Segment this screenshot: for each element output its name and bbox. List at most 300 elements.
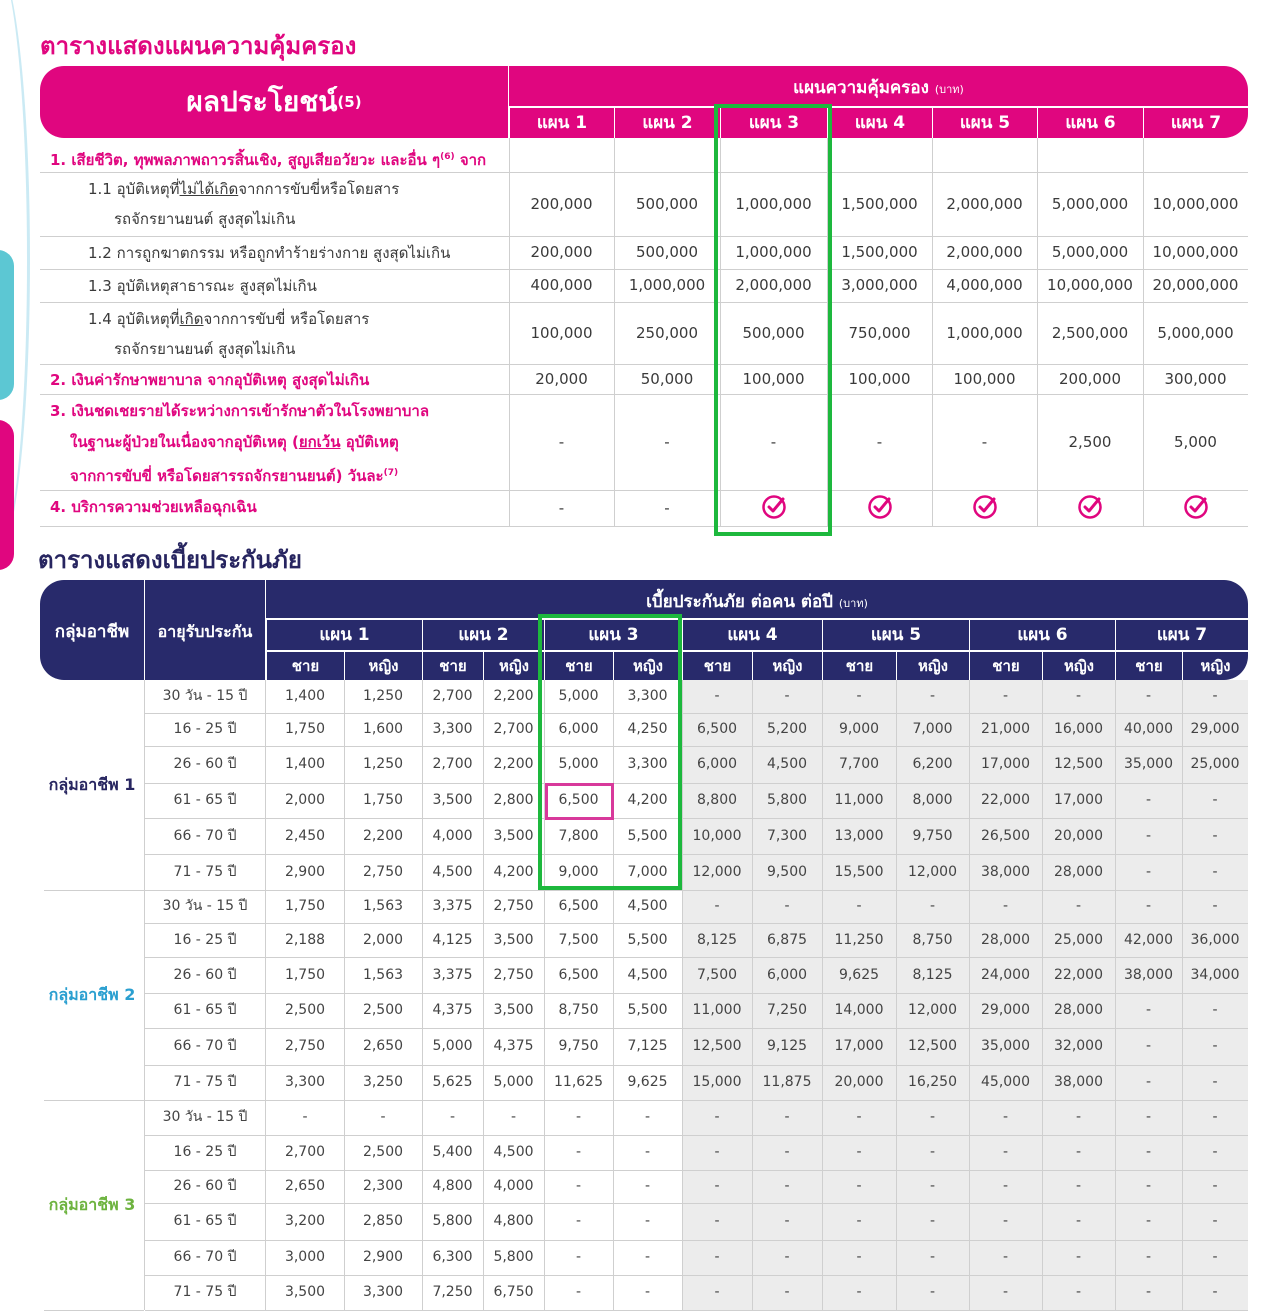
premium-cell: 6,000 <box>558 721 599 737</box>
premium-cell: - <box>644 1109 651 1125</box>
premium-cell: 9,125 <box>766 1038 808 1054</box>
benefit-row-1-tail: จาก <box>459 151 487 169</box>
premium-cell: 1,600 <box>362 721 404 737</box>
r3-plan-4-value: - <box>876 433 883 451</box>
r11-plan-2-value: 500,000 <box>635 195 699 213</box>
premium-cell: - <box>1212 1074 1218 1090</box>
age-range-label: 30 วัน - 15 ปี <box>162 1109 248 1125</box>
premium-cell: 2,200 <box>493 756 534 772</box>
plan-column-header-2: แผน 2 <box>615 108 720 138</box>
column-divider <box>822 680 823 1310</box>
premium-cell: - <box>1002 1144 1009 1160</box>
r4-plan-1-value: - <box>558 499 565 517</box>
premium-cell: 38,000 <box>1124 967 1173 983</box>
r3-plan-1-value: - <box>558 433 565 451</box>
premium-cell: - <box>1075 1213 1082 1229</box>
premium-cell: 2,700 <box>493 721 534 737</box>
premium-cell: - <box>1212 1002 1218 1018</box>
benefit-row-4: 4. บริการความช่วยเหลือฉุกเฉิน <box>50 498 257 516</box>
premium-cell: 28,000 <box>1054 1002 1103 1018</box>
premium-cell: - <box>575 1213 582 1229</box>
r14-plan-6-value: 2,500,000 <box>1051 324 1129 342</box>
benefit-row-1-sup: (6) <box>440 152 455 162</box>
premium-cell: 2,900 <box>362 1249 404 1265</box>
occupation-group-1-label: กลุ่มอาชีพ 1 <box>48 775 136 794</box>
premium-cell: 2,750 <box>362 864 404 880</box>
premium-cell: - <box>1002 688 1009 704</box>
benefit-row-2: 2. เงินค่ารักษาพยาบาล จากอุบัติเหตุ สูงสุดไม่เกิน <box>50 371 370 389</box>
benefit-row-1-1-line2: รถจักรยานยนต์ สูงสุดไม่เกิน <box>114 210 296 228</box>
premium-cell: - <box>856 1144 862 1160</box>
premium-cell: - <box>929 1109 936 1125</box>
premium-cell: - <box>644 1249 651 1265</box>
premium-cell: - <box>1212 1213 1218 1229</box>
r3-text-b: ยกเว้น <box>298 433 341 451</box>
premium-cell: 3,500 <box>284 1284 326 1300</box>
premium-cell: 3,300 <box>627 756 668 772</box>
premium-cell: - <box>1145 1213 1152 1229</box>
r11-plan-3-value: 1,000,000 <box>735 195 812 213</box>
premium-cell: 12,000 <box>692 864 742 880</box>
premium-cell: - <box>1212 828 1218 844</box>
premium-cell: 2,800 <box>493 792 534 808</box>
r11-text-b: ไม่ได้เกิด <box>179 180 239 198</box>
premium-cell: 6,875 <box>766 932 808 948</box>
plan-column-header-4: แผน 4 <box>828 108 932 138</box>
benefit-header <box>40 66 508 138</box>
premium-cell: - <box>714 1284 720 1300</box>
premium-cell: 11,625 <box>554 1074 603 1090</box>
column-divider <box>1182 680 1183 1310</box>
benefit-row-1 <box>50 142 486 176</box>
plan-3-highlight-box <box>714 104 832 536</box>
premium-cell: - <box>449 1109 456 1125</box>
age-range-label: 26 - 60 ปี <box>173 756 237 772</box>
age-range-label: 16 - 25 ปี <box>173 721 237 737</box>
checkmark-icon <box>1037 494 1143 526</box>
plan-column-header-1: แผน 1 <box>510 108 614 138</box>
column-divider <box>896 680 897 1310</box>
premium-cell: 11,250 <box>834 932 884 948</box>
premium-cell: 8,800 <box>696 792 738 808</box>
r13-plan-5-value: 4,000,000 <box>946 276 1023 294</box>
premium-cell: 1,750 <box>284 721 326 737</box>
r11-text-c: จากการขับขี่หรือโดยสาร <box>238 180 400 198</box>
premium-cell: 5,500 <box>627 828 668 844</box>
benefit-row-3-line1: 3. เงินชดเชยรายได้ระหว่างการเข้ารักษาตัวในโรงพยาบาล <box>50 402 430 420</box>
premium-cell: - <box>856 688 862 704</box>
age-range-label: 61 - 65 ปี <box>173 792 237 808</box>
premium-cell: 4,500 <box>766 756 808 772</box>
premium-cell: 3,500 <box>493 932 534 948</box>
premium-cell: 13,000 <box>834 828 884 844</box>
age-range-label: 66 - 70 ปี <box>173 1038 237 1054</box>
benefit-row-1-1 <box>88 174 399 205</box>
premium-cell: - <box>856 1213 862 1229</box>
premium-cell: - <box>1145 898 1152 914</box>
premium-cell: 28,000 <box>1054 864 1103 880</box>
female-column-header: หญิง <box>897 652 969 680</box>
female-column-header: หญิง <box>753 652 822 680</box>
r14-plan-2-value: 250,000 <box>635 324 699 342</box>
premium-cell: 2,200 <box>362 828 404 844</box>
premium-cell: 7,250 <box>766 1002 808 1018</box>
plan-column-header-6: แผน 6 <box>1038 108 1143 138</box>
premium-plan-header-2: แผน 2 <box>423 620 544 650</box>
premium-cell: - <box>784 1109 790 1125</box>
premium-cell: 7,250 <box>432 1284 473 1300</box>
premium-cell: - <box>784 1144 790 1160</box>
occupation-group-3-label: กลุ่มอาชีพ 3 <box>48 1195 136 1214</box>
premium-cell: 2,000 <box>284 792 326 808</box>
coverage-table <box>40 66 1248 528</box>
premium-cell: 7,000 <box>912 721 953 737</box>
premium-cell: - <box>1075 1178 1082 1194</box>
age-range-label: 61 - 65 ปี <box>173 1213 237 1229</box>
r3-plan-3-value: - <box>770 433 777 451</box>
r14-plan-4-value: 750,000 <box>848 324 911 342</box>
premium-table <box>40 580 1248 1310</box>
premium-cell: 5,400 <box>432 1144 473 1160</box>
premium-cell: 3,200 <box>284 1213 326 1229</box>
premium-cell: - <box>380 1109 386 1125</box>
premium-cell: - <box>929 1178 936 1194</box>
premium-cell: - <box>644 1144 651 1160</box>
r14-text-b: เกิด <box>179 310 204 328</box>
premium-cell: 25,000 <box>1054 932 1103 948</box>
premium-cell: 12,500 <box>908 1038 957 1054</box>
benefit-row-1-4 <box>88 304 369 335</box>
premium-cell: - <box>1145 1249 1152 1265</box>
premium-cell: 4,000 <box>493 1178 534 1194</box>
premium-cell: - <box>714 688 720 704</box>
premium-cell: 5,000 <box>432 1038 473 1054</box>
premium-cell: - <box>1212 688 1218 704</box>
premium-cell: - <box>714 1144 720 1160</box>
r11-plan-6-value: 5,000,000 <box>1051 195 1129 213</box>
premium-cell: 3,500 <box>432 792 473 808</box>
premium-cell: 36,000 <box>1190 932 1240 948</box>
male-column-header: ชาย <box>545 652 613 680</box>
premium-cell: - <box>1145 688 1152 704</box>
checkmark-icon <box>1143 494 1248 526</box>
premium-cell: 6,200 <box>912 756 953 772</box>
premium-cell: 7,125 <box>627 1038 668 1054</box>
male-column-header: ชาย <box>683 652 752 680</box>
premium-cell: 5,000 <box>558 688 599 704</box>
r12-plan-3-value: 1,000,000 <box>735 243 812 261</box>
premium-cell: 4,500 <box>627 967 668 983</box>
premium-cell: 9,500 <box>766 864 808 880</box>
r3-plan-5-value: - <box>981 433 988 451</box>
age-range-label: 71 - 75 ปี <box>173 1284 237 1300</box>
checkmark-icon <box>827 494 932 526</box>
premium-cell: 7,500 <box>558 932 599 948</box>
premium-cell: - <box>1212 1249 1218 1265</box>
decorative-tab-pink <box>0 420 14 570</box>
premium-cell: 38,000 <box>981 864 1030 880</box>
occupation-group-2-label: กลุ่มอาชีพ 2 <box>48 985 136 1004</box>
premium-cell: - <box>1145 1178 1152 1194</box>
r14-text-c: จากการขับขี่ หรือโดยสาร <box>203 310 370 328</box>
premium-cell: - <box>856 1249 862 1265</box>
premium-cell: 2,850 <box>362 1213 404 1229</box>
r2-plan-2-value: 50,000 <box>640 370 694 388</box>
female-column-header: หญิง <box>1043 652 1115 680</box>
premium-cell: 1,400 <box>284 688 326 704</box>
r3-text-c: อุบัติเหตุ <box>340 433 399 451</box>
premium-table-title: ตารางแสดงเบี้ยประกันภัย <box>38 546 302 574</box>
premium-cell: 8,750 <box>558 1002 599 1018</box>
premium-cell: - <box>1075 898 1082 914</box>
r13-plan-7-value: 20,000,000 <box>1152 276 1239 294</box>
premium-cell: 9,000 <box>558 864 599 880</box>
age-range-label: 26 - 60 ปี <box>173 967 237 983</box>
r12-plan-7-value: 10,000,000 <box>1152 243 1239 261</box>
premium-cell: 2,500 <box>362 1144 404 1160</box>
premium-cell: - <box>1212 1038 1218 1054</box>
premium-cell: - <box>1002 1249 1009 1265</box>
premium-cell: 35,000 <box>981 1038 1030 1054</box>
premium-cell: 1,400 <box>284 756 326 772</box>
male-column-header: ชาย <box>267 652 344 680</box>
premium-cell: 21,000 <box>981 721 1030 737</box>
benefit-header-label: ผลประโยชน์ <box>186 85 338 118</box>
r11-plan-4-value: 1,500,000 <box>841 195 918 213</box>
age-range-label: 16 - 25 ปี <box>173 1144 237 1160</box>
premium-cell: - <box>929 1284 936 1300</box>
premium-cell: - <box>856 1284 862 1300</box>
premium-cell: - <box>1212 1109 1218 1125</box>
premium-cell: 17,000 <box>834 1038 884 1054</box>
r2-plan-6-value: 200,000 <box>1058 370 1122 388</box>
plan-column-header-5: แผน 5 <box>933 108 1037 138</box>
r14-plan-3-value: 500,000 <box>742 324 805 342</box>
premium-cell: 6,000 <box>696 756 738 772</box>
premium-cell: 8,750 <box>912 932 953 948</box>
premium-cell: 2,750 <box>284 1038 326 1054</box>
premium-cell: 6,500 <box>558 898 599 914</box>
premium-header <box>266 580 1248 618</box>
premium-cell: 6,500 <box>558 792 599 808</box>
premium-cell: 4,800 <box>432 1178 473 1194</box>
coverage-plan-header <box>509 66 1248 106</box>
premium-cell: - <box>929 1144 936 1160</box>
premium-cell: 3,375 <box>432 898 473 914</box>
premium-cell: 11,875 <box>762 1074 812 1090</box>
premium-cell: 2,700 <box>432 756 473 772</box>
column-divider <box>144 680 145 1310</box>
premium-cell: 14,000 <box>834 1002 884 1018</box>
benefit-header-sup: (5) <box>337 93 362 111</box>
r12-plan-6-value: 5,000,000 <box>1051 243 1129 261</box>
selected-premium-highlight <box>545 783 614 820</box>
premium-cell: 1,563 <box>362 898 404 914</box>
premium-cell: 6,300 <box>432 1249 473 1265</box>
premium-cell: - <box>1002 1178 1009 1194</box>
premium-cell: 25,000 <box>1190 756 1240 772</box>
premium-cell: - <box>929 1249 936 1265</box>
column-divider <box>344 680 345 1310</box>
premium-cell: - <box>1075 1144 1082 1160</box>
premium-cell: 10,000 <box>692 828 742 844</box>
premium-cell: - <box>856 898 862 914</box>
r3-plan-2-value: - <box>664 433 670 451</box>
premium-cell: - <box>784 898 790 914</box>
premium-cell: 4,800 <box>493 1213 534 1229</box>
occupation-group-header: กลุ่มอาชีพ <box>40 580 144 680</box>
coverage-plan-header-label: แผนความคุ้มครอง <box>793 78 929 98</box>
premium-cell: 1,750 <box>284 967 326 983</box>
premium-cell: 12,500 <box>1054 756 1103 772</box>
r14-plan-7-value: 5,000,000 <box>1157 324 1234 342</box>
premium-cell: 29,000 <box>981 1002 1030 1018</box>
premium-cell: 2,750 <box>493 967 534 983</box>
benefit-row-1-3: 1.3 อุบัติเหตุสาธารณะ สูงสุดไม่เกิน <box>88 277 317 295</box>
premium-cell: 20,000 <box>834 1074 884 1090</box>
premium-cell: 12,500 <box>692 1038 742 1054</box>
premium-cell: - <box>856 1178 862 1194</box>
plan-column-header-7: แผน 7 <box>1144 108 1248 138</box>
premium-cell: - <box>575 1109 582 1125</box>
premium-cell: - <box>929 1213 936 1229</box>
premium-cell: 11,000 <box>834 792 884 808</box>
premium-cell: 4,200 <box>493 864 534 880</box>
premium-cell: 3,500 <box>493 828 534 844</box>
premium-cell: 9,625 <box>627 1074 668 1090</box>
premium-cell: - <box>644 1213 651 1229</box>
premium-cell: 24,000 <box>981 967 1030 983</box>
column-divider <box>752 680 753 1310</box>
premium-cell: 6,500 <box>558 967 599 983</box>
premium-cell: - <box>1212 1178 1218 1194</box>
premium-cell: 4,375 <box>432 1002 473 1018</box>
premium-cell: 40,000 <box>1124 721 1173 737</box>
premium-cell: 8,125 <box>696 932 738 948</box>
premium-cell: - <box>1145 864 1152 880</box>
premium-cell: - <box>929 688 936 704</box>
age-range-label: 71 - 75 ปี <box>173 1074 237 1090</box>
r11-text-a: 1.1 อุบัติเหตุที่ <box>88 180 180 198</box>
premium-cell: 1,563 <box>362 967 404 983</box>
premium-cell: - <box>1075 1249 1082 1265</box>
premium-cell: 17,000 <box>1054 792 1103 808</box>
benefit-row-1-label: 1. เสียชีวิต, ทุพพลภาพถาวรสิ้นเชิง, สูญเสียอวัยวะ และอื่น ๆ <box>50 151 441 169</box>
premium-cell: 5,000 <box>493 1074 534 1090</box>
r3-text-a: ในฐานะผู้ป่วยในเนื่องจากอุบัติเหตุ ( <box>70 433 299 451</box>
r13-plan-2-value: 1,000,000 <box>628 276 706 294</box>
premium-cell: 7,800 <box>558 828 599 844</box>
age-range-header: อายุรับประกัน <box>145 580 265 680</box>
premium-cell: 17,000 <box>981 756 1030 772</box>
premium-cell: - <box>1002 1213 1009 1229</box>
premium-cell: - <box>1212 1144 1218 1160</box>
premium-cell: 12,000 <box>908 864 957 880</box>
row-divider <box>40 526 1248 527</box>
premium-cell: 7,700 <box>838 756 880 772</box>
age-range-label: 30 วัน - 15 ปี <box>162 898 248 914</box>
premium-cell: 2,450 <box>284 828 326 844</box>
coverage-unit: (บาท) <box>934 83 964 96</box>
premium-cell: 2,750 <box>493 898 534 914</box>
r13-plan-4-value: 3,000,000 <box>841 276 918 294</box>
premium-cell: 3,375 <box>432 967 473 983</box>
premium-cell: - <box>510 1109 517 1125</box>
r11-plan-7-value: 10,000,000 <box>1152 195 1239 213</box>
premium-cell: 4,500 <box>493 1144 534 1160</box>
premium-cell: 5,800 <box>766 792 808 808</box>
premium-cell: 2,300 <box>362 1178 404 1194</box>
premium-cell: - <box>1212 864 1218 880</box>
premium-cell: 2,650 <box>284 1178 326 1194</box>
premium-cell: 3,300 <box>284 1074 326 1090</box>
premium-cell: 34,000 <box>1190 967 1240 983</box>
premium-cell: - <box>784 1213 790 1229</box>
premium-cell: 6,500 <box>696 721 738 737</box>
premium-cell: 16,250 <box>908 1074 957 1090</box>
decorative-tab-teal <box>0 250 14 400</box>
column-divider <box>1042 680 1043 1310</box>
r3-text-d: จากการขับขี่ หรือโดยสารรถจักรยานยนต์) วันละ <box>70 467 384 485</box>
premium-cell: 16,000 <box>1054 721 1103 737</box>
premium-cell: - <box>1075 688 1082 704</box>
premium-cell: 22,000 <box>981 792 1030 808</box>
premium-cell: 5,800 <box>432 1213 473 1229</box>
premium-cell: - <box>1145 1109 1152 1125</box>
male-column-header: ชาย <box>1116 652 1182 680</box>
premium-cell: 1,750 <box>362 792 404 808</box>
premium-cell: - <box>856 1109 862 1125</box>
premium-cell: - <box>1145 1074 1152 1090</box>
r2-plan-7-value: 300,000 <box>1164 370 1227 388</box>
premium-cell: - <box>714 898 720 914</box>
premium-cell: 2,700 <box>432 688 473 704</box>
benefit-row-1-2: 1.2 การถูกฆาตกรรม หรือถูกทำร้ายร่างกาย สูงสุดไม่เกิน <box>88 244 451 262</box>
premium-cell: 4,375 <box>493 1038 534 1054</box>
premium-cell: 12,000 <box>908 1002 957 1018</box>
male-column-header: ชาย <box>970 652 1042 680</box>
column-divider <box>682 680 683 1310</box>
premium-cell: 3,300 <box>627 688 668 704</box>
premium-plan-header-4: แผน 4 <box>683 620 822 650</box>
premium-cell: 7,000 <box>627 864 668 880</box>
premium-cell: - <box>575 1144 582 1160</box>
premium-cell: - <box>1212 792 1218 808</box>
premium-cell: 6,000 <box>766 967 808 983</box>
premium-cell: - <box>644 1284 651 1300</box>
premium-plan-header-1: แผน 1 <box>267 620 422 650</box>
age-range-label: 61 - 65 ปี <box>173 1002 237 1018</box>
r3-plan-6-value: 2,500 <box>1068 433 1112 451</box>
premium-cell: 4,000 <box>432 828 473 844</box>
premium-cell: - <box>1002 1284 1009 1300</box>
age-range-label: 30 วัน - 15 ปี <box>162 688 248 704</box>
premium-cell: - <box>714 1109 720 1125</box>
premium-cell: - <box>1145 1144 1152 1160</box>
r2-plan-4-value: 100,000 <box>848 370 911 388</box>
premium-cell: 4,250 <box>627 721 668 737</box>
column-divider <box>422 680 423 1310</box>
age-range-label: 16 - 25 ปี <box>173 932 237 948</box>
premium-plan-header-6: แผน 6 <box>970 620 1115 650</box>
premium-cell: 2,000 <box>362 932 404 948</box>
premium-cell: - <box>784 688 790 704</box>
premium-cell: - <box>1145 828 1152 844</box>
premium-cell: - <box>1002 1109 1009 1125</box>
column-divider <box>483 680 484 1310</box>
premium-cell: 8,000 <box>912 792 953 808</box>
premium-cell: 9,000 <box>838 721 880 737</box>
